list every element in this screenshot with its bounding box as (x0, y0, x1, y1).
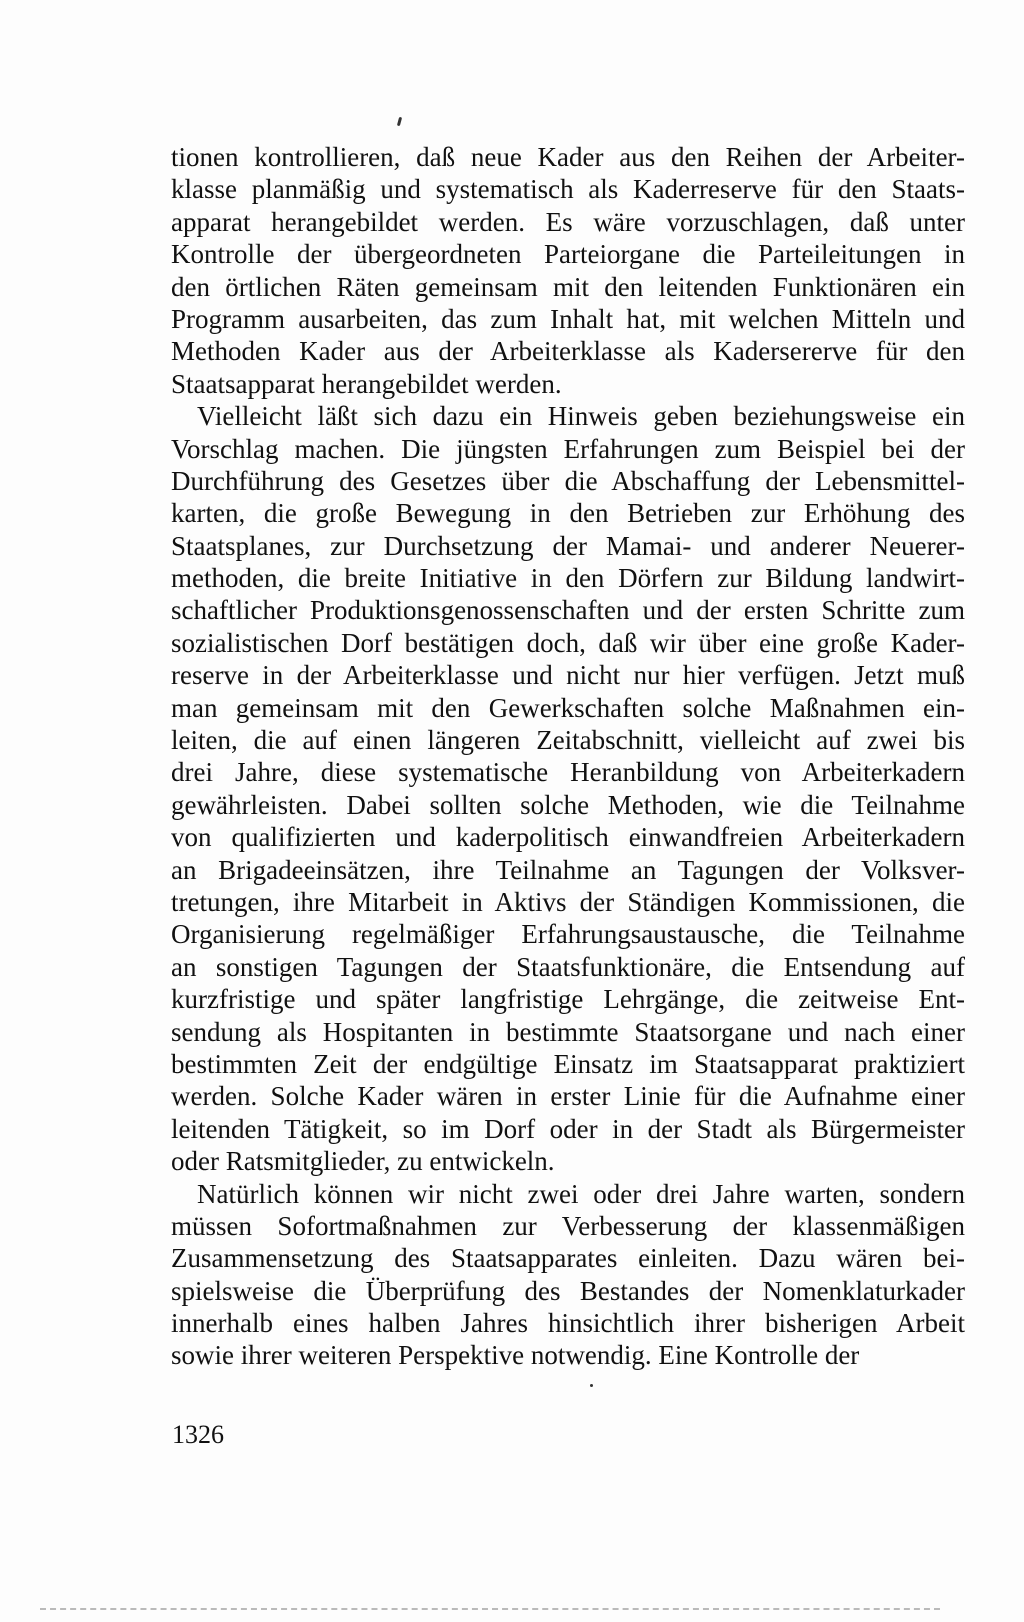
text-line: den örtlichen Räten gemeinsam mit den leitenden Funktionären ein (171, 271, 965, 302)
text-line: man gemeinsam mit den Gewerkschaften solche Maßnahmen ein- (171, 692, 965, 723)
text-line: Organisierung regelmäßiger Erfahrungsaustausche, die Teilnahme (171, 919, 965, 950)
text-line: Durchführung des Gesetzes über die Abschaffung der Lebensmittel- (171, 465, 965, 496)
text-line: sendung als Hospitanten in bestimmte Staatsorgane und nach einer (171, 1016, 965, 1047)
text-line: tretungen, ihre Mitarbeit in Aktivs der Ständigen Kommissionen, die (171, 886, 965, 917)
paragraph (171, 400, 965, 1177)
text-line: Vielleicht läßt sich dazu ein Hinweis geben beziehungsweise ein (197, 401, 965, 432)
text-line: Natürlich können wir nicht zwei oder drei Jahre warten, sondern (197, 1178, 965, 1209)
paragraph (171, 1178, 965, 1372)
text-line: gewährleisten. Dabei sollten solche Methoden, wie die Teilnahme (171, 789, 965, 820)
text-line: kurzfristige und später langfristige Lehrgänge, die zeitweise Ent- (171, 984, 965, 1015)
text-line: apparat herangebildet werden. Es wäre vorzuschlagen, daß unter (171, 206, 965, 237)
text-line: von qualifizierten und kaderpolitisch einwandfreien Arbeiterkadern (171, 822, 965, 853)
body-text (171, 141, 965, 1372)
text-line: an sonstigen Tagungen der Staatsfunktionäre, die Entsendung auf (171, 951, 965, 982)
page-number: 1326 (172, 1420, 224, 1449)
text-line: schaftlicher Produktionsgenossenschaften und der ersten Schritte zum (171, 595, 965, 626)
text-line: Programm ausarbeiten, das zum Inhalt hat, mit welchen Mitteln und (171, 303, 965, 334)
text-line: Zusammensetzung des Staatsapparates einleiten. Dazu wären bei- (171, 1243, 965, 1274)
text-line: reserve in der Arbeiterklasse und nicht nur hier verfügen. Jetzt muß (171, 660, 965, 691)
text-line: spielsweise die Überprüfung des Bestandes der Nomenklaturkader (171, 1275, 965, 1306)
text-line: oder Ratsmitglieder, zu entwickeln. (171, 1146, 555, 1177)
text-line: sozialistischen Dorf bestätigen doch, daß wir über eine große Kader- (171, 627, 965, 658)
text-line: methoden, die breite Initiative in den Dörfern zur Bildung landwirt- (171, 563, 965, 594)
text-line: Vorschlag machen. Die jüngsten Erfahrungen zum Beispiel bei der (171, 433, 965, 464)
text-line: bestimmten Zeit der endgültige Einsatz im Staatsapparat praktiziert (171, 1048, 965, 1079)
text-line: müssen Sofortmaßnahmen zur Verbesserung der klassenmäßigen (171, 1210, 965, 1241)
text-line: karten, die große Bewegung in den Betrieben zur Erhöhung des (171, 498, 965, 529)
text-line: an Brigadeeinsätzen, ihre Teilnahme an Tagungen der Volksver- (171, 854, 965, 885)
text-line: Staatsapparat herangebildet werden. (171, 368, 562, 399)
text-line: klasse planmäßig und systematisch als Kaderreserve für den Staats- (171, 174, 965, 205)
text-line: innerhalb eines halben Jahres hinsichtlich ihrer bisherigen Arbeit (171, 1308, 965, 1339)
text-line: Staatsplanes, zur Durchsetzung der Mamai- und anderer Neuerer- (171, 530, 965, 561)
ink-speck (397, 117, 402, 126)
paragraph (171, 141, 965, 400)
text-line: drei Jahre, diese systematische Heranbildung von Arbeiterkadern (171, 757, 965, 788)
ink-speck (590, 1384, 593, 1387)
text-line: leiten, die auf einen längeren Zeitabschnitt, vielleicht auf zwei bis (171, 725, 965, 756)
text-line: sowie ihrer weiteren Perspektive notwendig. Eine Kontrolle der (171, 1340, 860, 1371)
text-line: werden. Solche Kader wären in erster Linie für die Aufnahme einer (171, 1081, 965, 1112)
text-line: tionen kontrollieren, daß neue Kader aus den Reihen der Arbeiter- (171, 142, 965, 172)
text-line: leitenden Tätigkeit, so im Dorf oder in der Stadt als Bürgermeister (171, 1113, 965, 1144)
text-line: Kontrolle der übergeordneten Parteiorgane die Parteileitungen in (171, 239, 965, 270)
scan-edge (40, 1608, 940, 1616)
text-line: Methoden Kader aus der Arbeiterklasse als Kadersererve für den (171, 336, 965, 367)
